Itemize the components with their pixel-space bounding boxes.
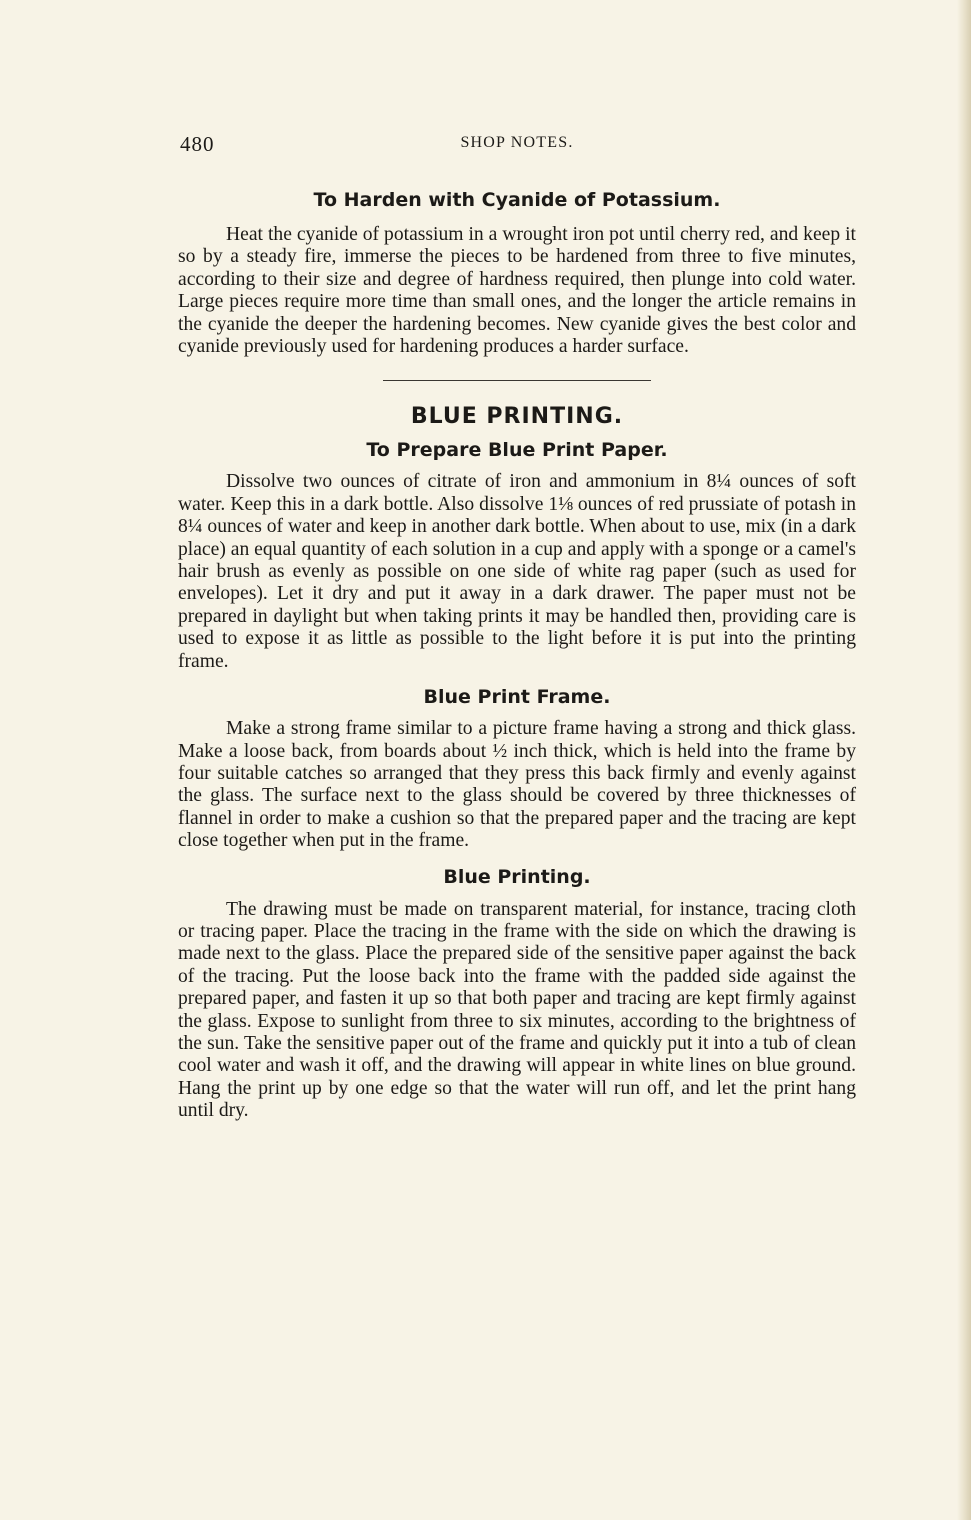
paragraph-cyanide: Heat the cyanide of potassium in a wrought iron pot until cherry red, and keep it so by a steady fire, immerse the pieces to be hardened from three to five minutes, according to their size and degree of hardness required, then plunge into cold water. Large pieces require more time than small ones, and the longer the article remains in the cyanide the deeper the hardening becomes. New cyanide gives the best color and cyanide previously used for hardening produces a harder surface. [178, 224, 856, 358]
page-content [178, 186, 856, 1123]
page-header [178, 132, 856, 158]
page-edge-shadow [957, 0, 971, 1520]
running-head: SHOP NOTES. [460, 134, 574, 151]
section-heading-blue-printing: Blue Printing. [443, 865, 591, 888]
section-heading-prepare-paper: To Prepare Blue Print Paper. [366, 439, 668, 462]
chapter-title: BLUE PRINTING. [410, 404, 624, 430]
paragraph-blue-printing: The drawing must be made on transparent material, for instance, tracing cloth or tracing paper. Place the tracing in the frame with the side on which the drawing is made next to the glass. Place the prepared side of the sensitive paper against the back of the tracing. Put the loose back into the frame with the padded side against the prepared paper, and fasten it up so that both paper and tracing are kept firmly against the glass. Expose to sunlight from three to six minutes, according to the brightness of the sun. Take the sensitive paper out of the frame and quickly put it into a tub of clean cool water and wash it off, and the drawing will appear in white lines on blue ground. Hang the print up by one edge so that the water will run off, and let the print hang until dry. [178, 898, 856, 1122]
section-divider [383, 380, 651, 381]
section-heading-print-frame: Blue Print Frame. [423, 686, 611, 709]
paragraph-prepare-paper: Dissolve two ounces of citrate of iron and ammonium in 8¼ ounces of soft water. Keep this in a dark bottle. Also dissolve 1⅛ ounces of red prussiate of potash in 8¼ ounces of water and keep in another dark bottle. When about to use, mix (in a dark place) an equal quantity of each solution in a cup and apply with a sponge or a camel's hair brush as evenly as possible on one side of white rag paper (such as used for envelopes). Let it dry and put it away in a dark drawer. The paper must not be prepared in daylight but when taking prints it may be handled then, providing care is used to expose it as little as possible to the light before it is put into the printing frame. [178, 471, 856, 672]
section-heading-cyanide: To Harden with Cyanide of Potassium. [313, 189, 721, 211]
paragraph-print-frame: Make a strong frame similar to a picture frame having a strong and thick glass. Make a loose back, from boards about ½ inch thick, which is held into the frame by four suitable catches so arranged that they press this back firmly and evenly against the glass. The surface next to the glass should be covered by three thicknesses of flannel in order to make a cushion so that the prepared paper and the tracing are kept close together when put in the frame. [178, 718, 856, 852]
page-number: 480 [180, 132, 215, 156]
